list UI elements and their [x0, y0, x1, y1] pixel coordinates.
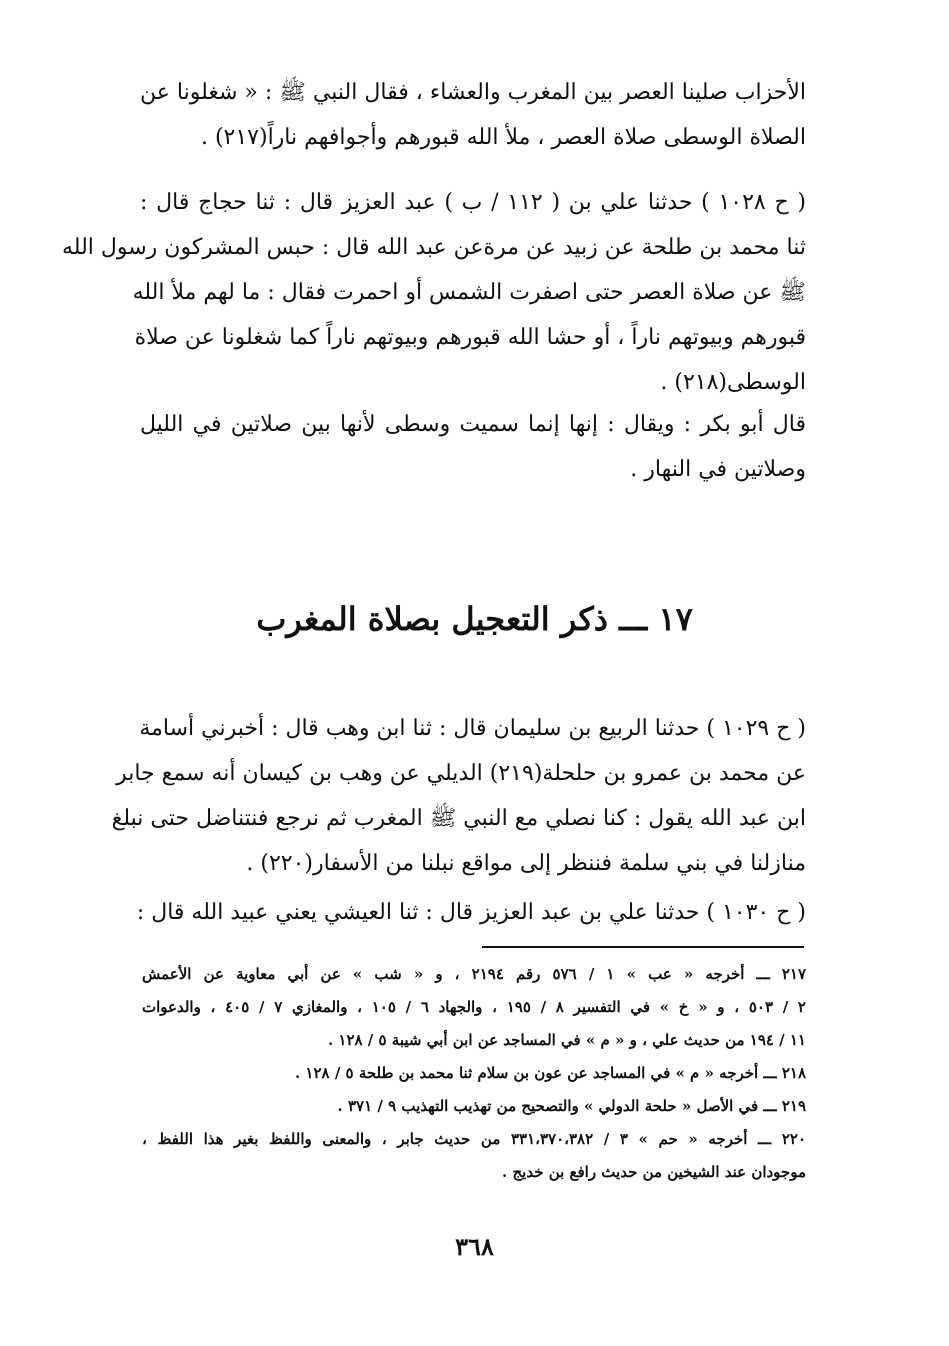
paragraph-hadith-1030	[136, 890, 806, 935]
text-line: وصلاتين في النهار .	[630, 457, 806, 482]
paragraph-hadith-continuation	[140, 70, 806, 160]
text-line: الأحزاب صلينا العصر بين المغرب والعشاء ، فقال النبي ﷺ : « شغلونا عن	[140, 80, 806, 105]
text-line: ابن عبد الله يقول : كنا نصلي مع النبي ﷺ المغرب ثم نرجع فنتناضل حتى نبلغ	[111, 806, 806, 831]
footnote-divider	[482, 946, 804, 948]
text-line: عن محمد بن عمرو بن حلحلة(٢١٩) الديلي عن وهب بن كيسان أنه سمع جابر	[116, 761, 806, 786]
footnote-line: ٢ / ٥٠٣ ، و « خ » في التفسير ٨ / ١٩٥ ، والجهاد ٦ / ١٠٥ ، والمغازي ٧ / ٤٠٥ ، والدعوات	[142, 998, 806, 1016]
page-number: ٣٦٨	[455, 1232, 494, 1261]
footnote-line: ٢١٨ ـــ أخرجه « م » في المساجد عن عون بن سلام ثنا محمد بن طلحة ٥ / ١٢٨ .	[294, 1064, 806, 1082]
text-line: ( ح ١٠٣٠ ) حدثنا علي بن عبد العزيز قال : ثنا العيشي يعني عبيد الله قال :	[136, 900, 806, 925]
paragraph-hadith-1029	[111, 706, 806, 886]
text-line: قال أبو بكر : ويقال : إنها إنما سميت وسطى لأنها بين صلاتين في الليل	[140, 412, 806, 437]
text-line: قبورهم وبيوتهم ناراً ، أو حشا الله قبورهم وبيوتهم ناراً كما شغلونا عن صلاة	[134, 325, 806, 350]
paragraph-hadith-1028	[62, 180, 806, 405]
text-line: ثنا محمد بن طلحة عن زبيد عن مرةعن عبد الله قال : حبس المشركون رسول الله	[62, 235, 806, 260]
footnote-line: ٢١٩ ـــ في الأصل « حلحة الدولي » والتصحيح من تهذيب التهذيب ٩ / ٣٧١ .	[337, 1097, 806, 1115]
footnotes	[142, 958, 806, 1189]
text-line: ( ح ١٠٢٩ ) حدثنا الربيع بن سليمان قال : ثنا ابن وهب قال : أخبرني أسامة	[139, 716, 806, 741]
paragraph-abu-bakr-comment	[140, 402, 806, 492]
footnote-line: ٢٢٠ ـــ أخرجه « حم » ٣ / ٣٣١،٣٧٠،٣٨٢ من حديث جابر ، والمعنى واللفظ بغير هذا اللفظ ،	[142, 1130, 806, 1148]
text-line: ﷺ عن صلاة العصر حتى اصفرت الشمس أو احمرت فقال : ما لهم ملأ الله	[132, 280, 806, 305]
section-heading: ١٧ ـــ ذكر التعجيل بصلاة المغرب	[256, 600, 693, 638]
footnote-line: ١١ / ١٩٤ من حديث علي ، و « م » في المساجد عن ابن أبي شيبة ٥ / ١٢٨ .	[327, 1031, 806, 1049]
text-line: الصلاة الوسطى صلاة العصر ، ملأ الله قبورهم وأجوافهم ناراً(٢١٧) .	[200, 125, 806, 150]
text-line: الوسطى(٢١٨) .	[660, 370, 806, 395]
footnote-line: ٢١٧ ـــ أخرجه « عب » ١ / ٥٧٦ رقم ٢١٩٤ ، و « شب » عن أبي معاوية عن الأعمش	[142, 965, 806, 983]
footnote-line: موجودان عند الشيخين من حديث رافع بن خديج .	[502, 1163, 806, 1181]
text-line: منازلنا في بني سلمة فننظر إلى مواقع نبلنا من الأسفار(٢٢٠) .	[246, 851, 806, 876]
text-line: ( ح ١٠٢٨ ) حدثنا علي بن ( ١١٢ / ب ) عبد العزيز قال : ثنا حجاج قال :	[140, 190, 806, 215]
